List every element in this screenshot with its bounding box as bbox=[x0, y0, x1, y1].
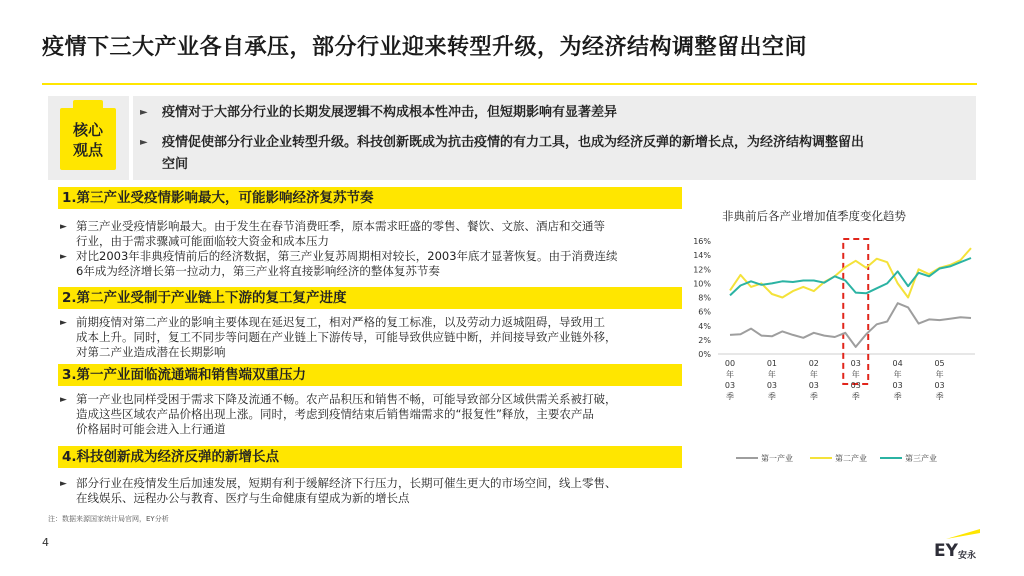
section-2-heading: 2.第二产业受制于产业链上下游的复工复产进度 bbox=[58, 287, 682, 309]
x-tick-label: 季 bbox=[767, 392, 776, 401]
triangle-bullet-icon: ► bbox=[140, 137, 148, 148]
bullet-line: 造成这些区域农产品价格出现上涨。同时，考虑到疫情结束后销售端需求的“报复性”释放，主要农产品 bbox=[76, 407, 594, 421]
x-tick-label: 03 bbox=[724, 381, 736, 390]
x-tick-label: 03 bbox=[934, 381, 945, 390]
triangle-bullet-icon: ► bbox=[60, 395, 67, 405]
y-tick-label: 2% bbox=[698, 335, 711, 345]
line-chart bbox=[680, 228, 980, 473]
x-tick-label: 02 bbox=[808, 359, 819, 368]
y-tick-label: 6% bbox=[698, 307, 711, 317]
page-title: 疫情下三大产业各自承压，部分行业迎来转型升级，为经济结构调整留出空间 bbox=[42, 35, 808, 60]
x-tick-label: 季 bbox=[851, 392, 860, 401]
ey-logo: EY bbox=[934, 541, 958, 561]
y-tick-label: 0% bbox=[698, 350, 711, 359]
x-tick-label: 季 bbox=[726, 392, 734, 401]
bullet-line: 价格届时可能会进入上行通道 bbox=[76, 422, 226, 436]
y-tick-label: 12% bbox=[693, 265, 711, 275]
chart-title: 非典前后各产业增加值季度变化趋势 bbox=[722, 209, 906, 223]
triangle-bullet-icon: ► bbox=[60, 252, 67, 262]
x-tick-label: 年 bbox=[893, 370, 902, 379]
core-point-text: 疫情促使部分行业企业转型升级。科技创新既成为抗击疫情的有力工具，也成为经济反弹的新增长点，为经济结构调整留出 bbox=[162, 135, 865, 150]
section-1-heading: 1.第三产业受疫情影响最大，可能影响经济复苏节奏 bbox=[58, 187, 682, 209]
x-tick-label: 03 bbox=[850, 359, 861, 368]
x-tick-label: 年 bbox=[767, 370, 776, 379]
source-note: 注：数据来源国家统计局官网，EY分析 bbox=[48, 515, 169, 523]
bullet-line: 对第二产业造成潜在长期影响 bbox=[76, 345, 226, 359]
series-line-1 bbox=[730, 303, 971, 347]
bullet-line: 行业，由于需求骤减可能面临较大资金和成本压力 bbox=[76, 234, 329, 248]
x-tick-label: 00 bbox=[724, 359, 736, 368]
x-tick-label: 季 bbox=[809, 392, 818, 401]
core-point-text: 空间 bbox=[162, 157, 189, 172]
x-tick-label: 季 bbox=[893, 392, 902, 401]
bullet-line: 前期疫情对第二产业的影响主要体现在延迟复工，相对严格的复工标准，以及劳动力返城阻碍，导致用工 bbox=[76, 315, 605, 329]
triangle-bullet-icon: ► bbox=[60, 479, 67, 489]
legend-label: 第二产业 bbox=[835, 454, 867, 463]
triangle-bullet-icon: ► bbox=[60, 318, 67, 328]
legend-label: 第一产业 bbox=[761, 454, 793, 463]
bullet-line: 第一产业也同样受困于需求下降及流通不畅。农产品积压和销售不畅，可能导致部分区域供需关系被打破， bbox=[76, 392, 617, 406]
page-number: 4 bbox=[42, 536, 49, 549]
core-divider bbox=[129, 96, 133, 180]
triangle-bullet-icon: ► bbox=[140, 107, 148, 118]
x-tick-label: 01 bbox=[766, 359, 778, 368]
y-tick-label: 8% bbox=[698, 293, 711, 303]
x-tick-label: 03 bbox=[892, 381, 903, 390]
section-4-heading: 4.科技创新成为经济反弹的新增长点 bbox=[58, 446, 682, 468]
x-tick-label: 03 bbox=[850, 381, 861, 390]
x-tick-label: 年 bbox=[726, 370, 734, 379]
y-tick-label: 16% bbox=[693, 237, 711, 246]
y-tick-label: 10% bbox=[693, 279, 711, 289]
ey-beam-icon bbox=[946, 529, 980, 539]
title-divider bbox=[42, 83, 977, 85]
x-tick-label: 年 bbox=[935, 370, 944, 379]
bullet-line: 6年成为经济增长第一拉动力，第三产业将直接影响经济的整体复苏节奏 bbox=[76, 264, 440, 278]
bullet-line: 部分行业在疫情发生后加速发展，短期有利于缓解经济下行压力，长期可催生更大的市场空间，线上零售、 bbox=[76, 476, 617, 490]
x-tick-label: 03 bbox=[808, 381, 819, 390]
y-tick-label: 4% bbox=[698, 321, 711, 331]
x-tick-label: 年 bbox=[851, 370, 860, 379]
triangle-bullet-icon: ► bbox=[60, 222, 67, 232]
core-point-text: 疫情对于大部分行业的长期发展逻辑不构成根本性冲击，但短期影响有显著差异 bbox=[162, 105, 618, 120]
ey-logo-cn: 安永 bbox=[958, 551, 977, 561]
core-viewpoint-label bbox=[60, 120, 116, 160]
x-tick-label: 季 bbox=[935, 392, 944, 401]
x-tick-label: 年 bbox=[809, 370, 818, 379]
y-tick-label: 14% bbox=[693, 251, 711, 261]
bullet-line: 成本上升。同时，复工不同步等问题在产业链上下游传导，可能导致供应链中断，并间接导致产业链外移， bbox=[76, 330, 617, 344]
section-3-heading: 3.第一产业面临流通端和销售端双重压力 bbox=[58, 364, 682, 386]
x-tick-label: 05 bbox=[934, 359, 945, 368]
bullet-line: 对比2003年非典疫情前后的经济数据，第三产业复苏周期相对较长，2003年底才显著恢复。由于消费连续 bbox=[76, 249, 618, 263]
core-label-line2: 观点 bbox=[72, 141, 103, 159]
x-tick-label: 04 bbox=[892, 359, 903, 368]
legend-label: 第三产业 bbox=[905, 454, 937, 463]
core-label-line1: 核心 bbox=[72, 121, 103, 139]
bullet-line: 在线娱乐、远程办公与教育、医疗与生命健康有望成为新的增长点 bbox=[76, 491, 410, 505]
bullet-line: 第三产业受疫情影响最大。由于发生在春节消费旺季，原本需求旺盛的零售、餐饮、文旅、酒店和交通等 bbox=[76, 219, 605, 233]
x-tick-label: 03 bbox=[766, 381, 778, 390]
